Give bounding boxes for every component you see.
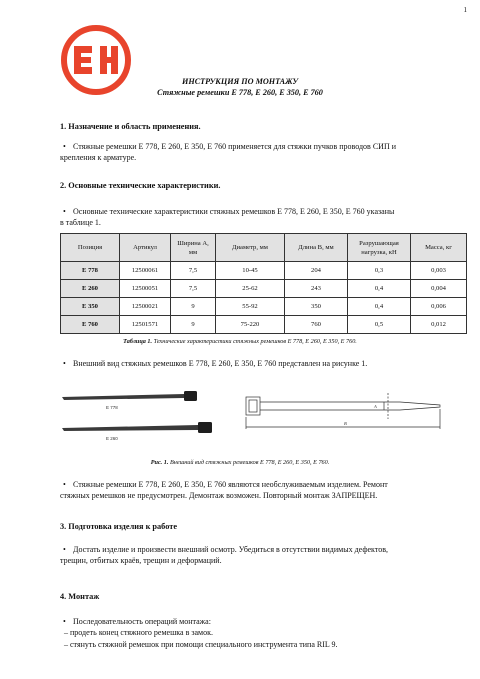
column-header: Ширина А, мм — [171, 234, 216, 262]
figure-caption: Рис. 1. Внешний вид стяжных ремешков Е 778, Е 260, Е 350, Е 760. — [150, 459, 330, 466]
page-number: 1 — [463, 6, 467, 14]
table-row: Е 760 12501571 9 75-220 760 0,5 0,012 — [61, 316, 467, 334]
bullet-icon: • — [63, 207, 66, 216]
section-4-heading: 4. Монтаж — [60, 592, 100, 601]
section-3-heading: 3. Подготовка изделия к работе — [60, 522, 178, 531]
column-header: Артикул — [120, 234, 171, 262]
list-item: – стянуть стяжной ремешок при помощи специального инструмента типа RIL 9. — [64, 640, 338, 649]
bullet-icon: • — [63, 617, 66, 626]
table-row: Е 260 12500051 7,5 25-62 243 0,4 0,004 — [61, 280, 467, 298]
cable-ties-figure — [60, 383, 460, 453]
bullet-icon: • — [63, 142, 66, 151]
section-4-intro: • Последовательность операций монтажа: — [60, 616, 440, 627]
table-caption: Таблица 1. Технические характеристики стяжных ремешков Е 778, Е 260, Е 350, Е 760. — [123, 338, 357, 345]
column-header: Диаметр, мм — [216, 234, 285, 262]
section-2-heading: 2. Основные технические характеристики. — [60, 181, 221, 190]
section-1-text: • Стяжные ремешки Е 778, Е 260, Е 350, Е 760 применяется для стяжки пучков проводов СИП и крепления к арматуре. — [60, 142, 396, 162]
table-row: Е 350 12500021 9 55-92 350 0,4 0,006 — [61, 298, 467, 316]
bullet-icon: • — [63, 359, 66, 368]
maintenance-note: • Стяжные ремешки Е 778, Е 260, Е 350, Е 760 являются необслуживаемым изделием. Ремонт стяжных ремешков не предусмотрен. Демонтаж возможен. Повторный монтаж ЗАПРЕЩЕН. — [60, 480, 388, 500]
svg-text:B: B — [344, 421, 347, 426]
tie-e260-image — [62, 422, 212, 441]
tie-e778-image — [62, 391, 197, 410]
column-header: Длина В, мм — [285, 234, 348, 262]
title-line-1: ИНСТРУКЦИЯ ПО МОНТАЖУ — [181, 77, 299, 86]
table-row: Е 778 12500061 7,5 10-45 204 0,3 0,003 — [61, 262, 467, 280]
bullet-icon: • — [63, 545, 66, 554]
tie-technical-drawing — [246, 393, 440, 429]
column-header: Разрушающая нагрузка, кН — [348, 234, 411, 262]
title-line-2: Стяжные ремешки Е 778, Е 260, Е 350, Е 760 — [157, 88, 323, 97]
svg-text:A: A — [374, 404, 377, 409]
section-2-text: • Основные технические характеристики стяжных ремешков Е 778, Е 260, Е 350, Е 760 указаны в таблице 1. — [60, 207, 395, 227]
svg-text:E 260: E 260 — [106, 436, 118, 441]
document-title — [0, 77, 480, 97]
specs-table — [60, 233, 467, 334]
column-header: Позиция — [61, 234, 120, 262]
bullet-icon: • — [63, 480, 66, 489]
figure-intro: • Внешний вид стяжных ремешков Е 778, Е 260, Е 350, Е 760 представлен на рисунке 1. — [60, 358, 440, 369]
section-3-text: • Достать изделие и произвести внешний осмотр. Убедиться в отсутствии видимых дефектов, трещин, отбитых краёв, трещин и деформаций. — [60, 545, 388, 565]
table-header-row — [61, 234, 467, 262]
svg-text:E 778: E 778 — [106, 405, 118, 410]
column-header: Масса, кг — [411, 234, 467, 262]
list-item: – продеть конец стяжного ремешка в замок. — [64, 628, 213, 637]
section-1-heading: 1. Назначение и область применения. — [60, 122, 201, 131]
